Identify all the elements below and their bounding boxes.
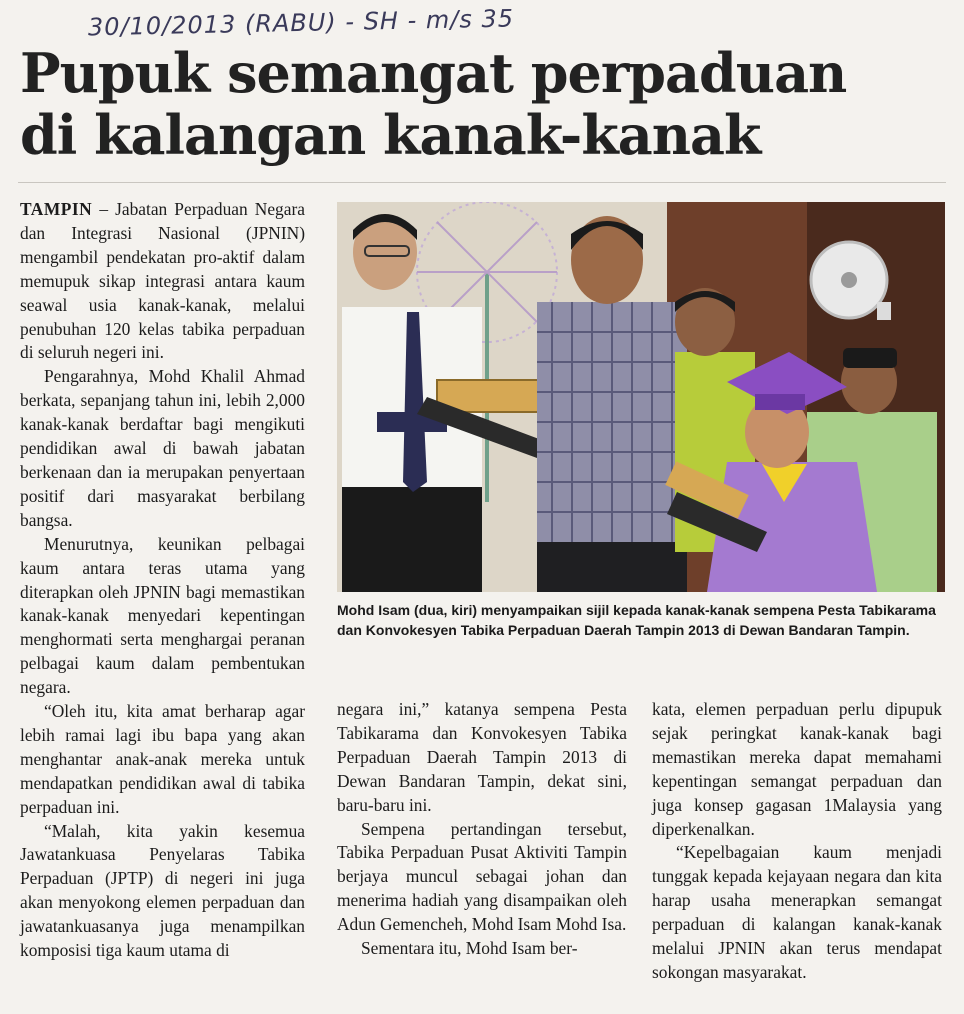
dateline: TAMPIN	[20, 199, 93, 219]
article-paragraph: negara ini,” katanya sempena Pesta Tabikarama dan Konvokesyen Tabika Perpaduan Daerah Tampin 2013 di Dewan Bandaran Tampin, dekat sini, baru-baru ini.	[337, 699, 627, 815]
headline-line-2: di kalangan kanak-kanak	[20, 103, 761, 167]
article-paragraph: kata, elemen perpaduan perlu dipupuk sejak peringkat kanak-kanak bagi memastikan mereka dapat memahami kepentingan semangat perpaduan dan juga konsep gagasan 1Malaysia yang diperkenalkan.	[652, 699, 942, 839]
headline-divider	[18, 182, 946, 183]
article-paragraph: “Malah, kita yakin kesemua Jawatankuasa Penyelaras Tabika Perpaduan (JPTP) di negeri ini juga akan menyokong elemen perpaduan dan jawatankuasanya juga menampilkan komposisi tiga kaum utama di	[20, 820, 305, 961]
news-photo	[337, 202, 945, 592]
headline-line-1: Pupuk semangat perpaduan	[20, 41, 847, 105]
article-column-1	[20, 198, 305, 963]
article-paragraph: Sempena pertandingan tersebut, Tabika Perpaduan Pusat Aktiviti Tampin berjaya muncul sebagai johan dan menerima hadiah yang disampaikan oleh Adun Gemencheh, Mohd Isam Mohd Isa.	[337, 818, 627, 935]
article-paragraph: “Oleh itu, kita amat berharap agar lebih ramai lagi ibu bapa yang akan menghantar anak-anak mereka untuk mendapatkan pendidikan awal di tabika perpaduan ini.	[20, 701, 305, 817]
article-column-2	[337, 698, 627, 961]
article-paragraph: “Kepelbagaian kaum menjadi tunggak kepada kejayaan negara dan kita harap usaha menerapkan semangat perpaduan di kalangan kanak-kanak melalui JPNIN akan terus mendapat sokongan masyarakat.	[652, 842, 942, 982]
article-paragraph: Menurutnya, keunikan pelbagai kaum antara teras utama yang diterapkan oleh JPNIN bagi memastikan kanak-kanak menyedari kepentingan menghormati serta menghargai peranan pelbagai kaum dalam pembentukan negara.	[20, 533, 305, 698]
handwritten-date-note: 30/10/2013 (RABU) - SH - m/s 35	[87, 4, 515, 42]
article-paragraph: Pengarahnya, Mohd Khalil Ahmad berkata, sepanjang tahun ini, lebih 2,000 kanak-kanak berdaftar bagi mengikuti pendidikan awal di bawah jabatan berkenaan dan ia merupakan penyertaan positif dari masyarakat berbilang bangsa.	[20, 366, 305, 530]
article-paragraph: Sementara itu, Mohd Isam ber-	[361, 938, 578, 959]
headline	[20, 42, 950, 166]
photo-caption: Mohd Isam (dua, kiri) menyampaikan sijil kepada kanak-kanak sempena Pesta Tabikarama dan Konvokesyen Tabika Perpaduan Daerah Tampin 2013 di Dewan Bandaran Tampin.	[337, 602, 936, 638]
article-paragraph: TAMPIN – Jabatan Perpaduan Negara dan Integrasi Nasional (JPNIN) mengambil pendekatan pro-aktif dalam memupuk sikap integrasi antara kaum seawal usia kanak-kanak, melalui penubuhan 120 kelas tabika perpaduan di seluruh negeri ini.	[20, 199, 305, 363]
photo-illustration	[337, 202, 945, 592]
article-column-3	[652, 698, 942, 985]
